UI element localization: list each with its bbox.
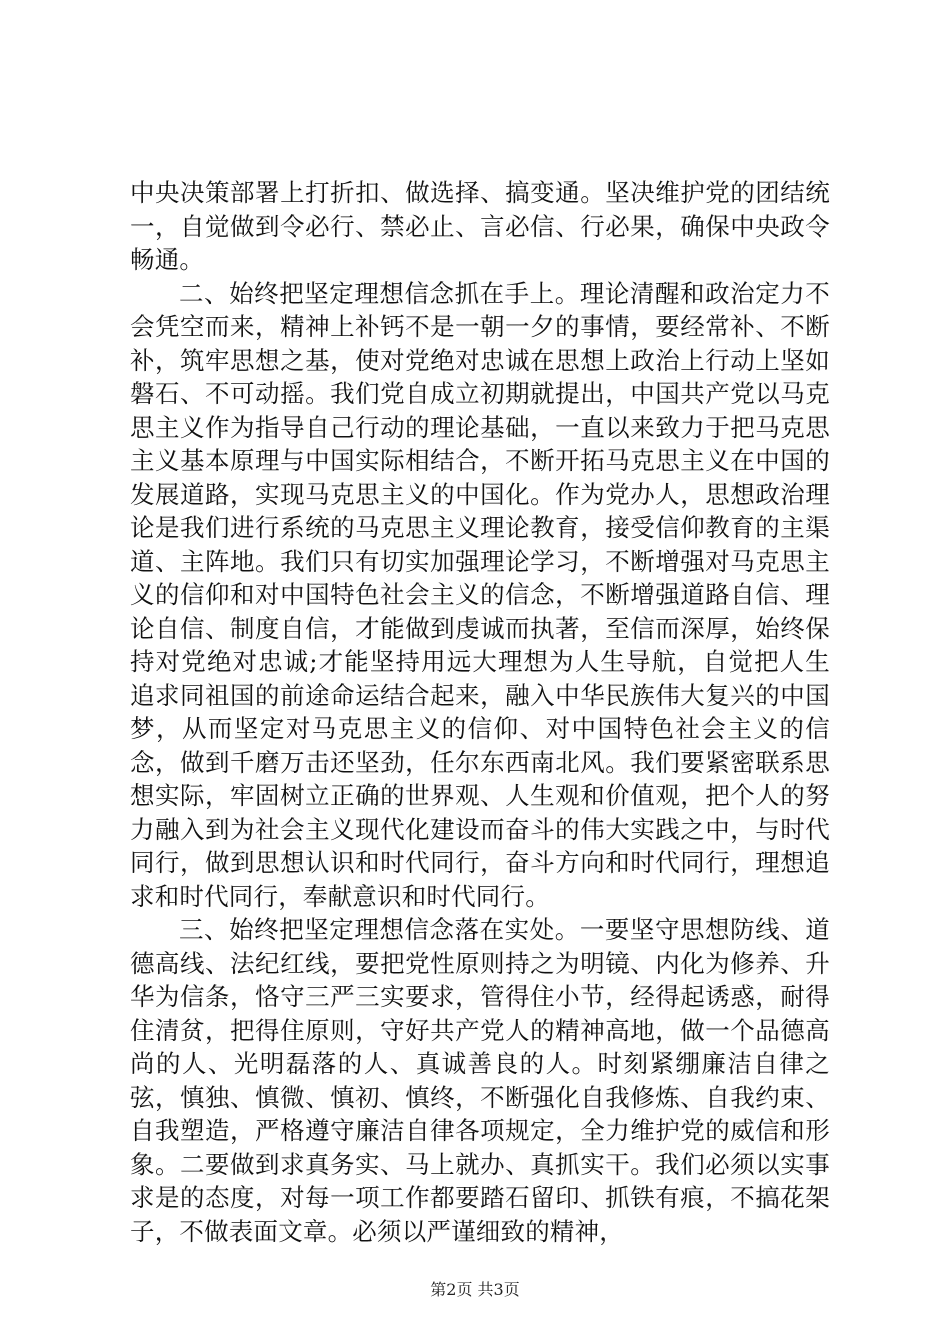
paragraph-continuation: 中央决策部署上打折扣、做选择、搞变通。坚决维护党的团结统一，自觉做到令必行、禁必止、言必信、行必果，确保中央政令畅通。: [130, 178, 830, 274]
body-text: [130, 176, 830, 1248]
paragraph-section-three: 三、始终把坚定理想信念落在实处。一要坚守思想防线、道德高线、法纪红线，要把党性原则持之为明镜、内化为修养、升华为信条，恪守三严三实要求，管得住小节，经得起诱惑，耐得住清贫，把得住原则，守好共产党人的精神高地，做一个品德高尚的人、光明磊落的人、真诚善良的人。时刻紧绷廉洁自律之弦，慎独、慎微、慎初、慎终，不断强化自我修炼、自我约束、自我塑造，严格遵守廉洁自律各项规定，全力维护党的威信和形象。二要做到求真务实、马上就办、真抓实干。我们必须以实事求是的态度，对每一项工作都要踏石留印、抓铁有痕，不搞花架子，不做表面文章。必须以严谨细致的精神，: [130, 915, 830, 1246]
page-footer: 第2页 共3页: [430, 1280, 520, 1299]
paragraph-section-two: 二、始终把坚定理想信念抓在手上。理论清醒和政治定力不会凭空而来，精神上补钙不是一朝一夕的事情，要经常补、不断补，筑牢思想之基，使对党绝对忠诚在思想上政治上行动上坚如磐石、不可动摇。我们党自成立初期就提出，中国共产党以马克思主义作为指导自己行动的理论基础，一直以来致力于把马克思主义基本原理与中国实际相结合，不断开拓马克思主义在中国的发展道路，实现马克思主义的中国化。作为党办人，思想政治理论是我们进行系统的马克思主义理论教育，接受信仰教育的主渠道、主阵地。我们只有切实加强理论学习，不断增强对马克思主义的信仰和对中国特色社会主义的信念，不断增强道路自信、理论自信、制度自信，才能做到虔诚而执著，至信而深厚，始终保持对党绝对忠诚;才能坚持用远大理想为人生导航，自觉把人生追求同祖国的前途命运结合起来，融入中华民族伟大复兴的中国梦，从而坚定对马克思主义的信仰、对中国特色社会主义的信念，做到千磨万击还坚劲，任尔东西南北风。我们要紧密联系思想实际，牢固树立正确的世界观、人生观和价值观，把个人的努力融入到为社会主义现代化建设而奋斗的伟大实践之中，与时代同行，做到思想认识和时代同行，奋斗方向和时代同行，理想追求和时代同行，奉献意识和时代同行。: [130, 278, 830, 911]
